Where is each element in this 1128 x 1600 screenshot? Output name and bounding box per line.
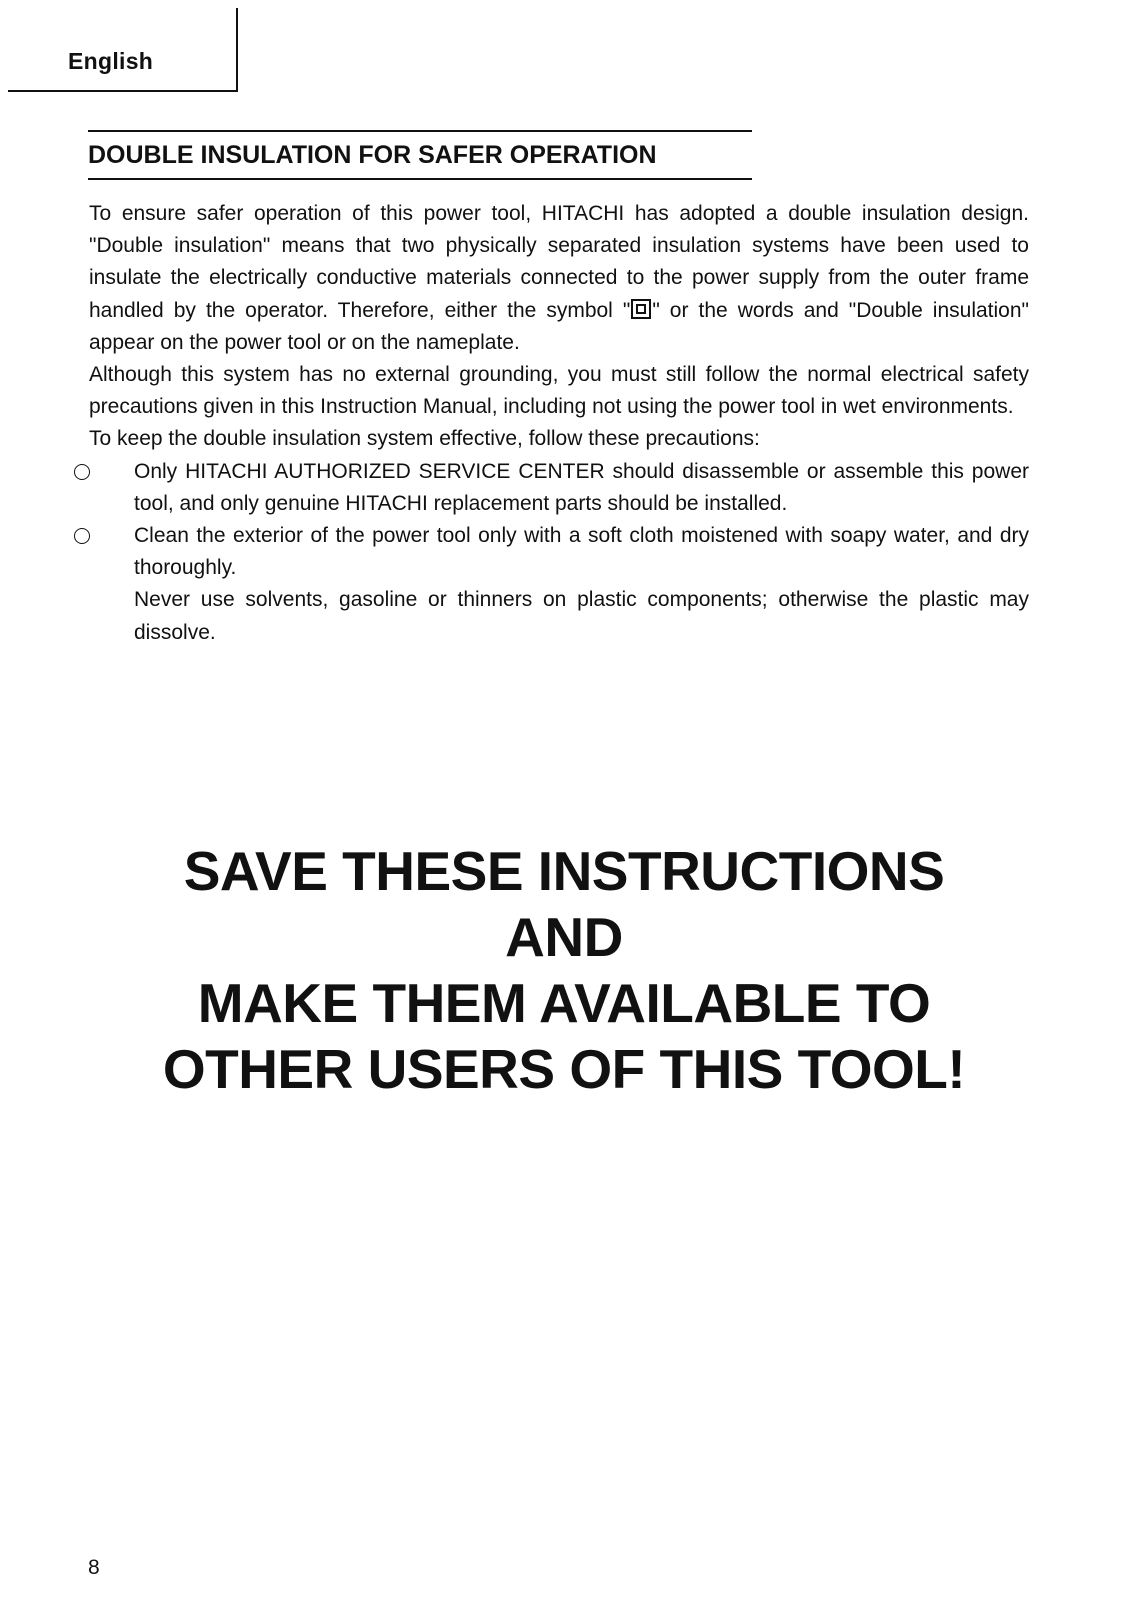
- double-insulation-symbol-icon: [631, 299, 651, 319]
- precaution-item: [89, 520, 1029, 649]
- section-heading: DOUBLE INSULATION FOR SAFER OPERATION: [88, 130, 752, 180]
- paragraph-intro-text-a: To ensure safer operation of this power tool, HITACHI has adopted a double insulation design. "Double insulation" means that two physically separated insulation systems have been used to insulate the electrically conductive materials connected to the power supply from the outer frame handled by the operator. Therefore, either the symbol ": [89, 202, 1029, 322]
- paragraph-intro-text-b: " or the words and "Double insulation" appear on the power tool or on the nameplate.: [89, 298, 1029, 354]
- notice-line: MAKE THEM AVAILABLE TO: [197, 972, 931, 1034]
- precaution-text-extra: Never use solvents, gasoline or thinners on plastic components; otherwise the plastic may dissolve.: [134, 588, 1029, 644]
- precaution-text: Only HITACHI AUTHORIZED SERVICE CENTER should disassemble or assemble this power tool, and only genuine HITACHI replacement parts should be installed.: [134, 459, 1029, 515]
- notice-line: SAVE THESE INSTRUCTIONS: [183, 840, 945, 902]
- section-body: [89, 198, 1029, 649]
- paragraph-precautions-intro: To keep the double insulation system effective, follow these precautions:: [89, 427, 760, 451]
- language-label: English: [68, 48, 154, 74]
- circle-bullet-icon: [74, 464, 90, 480]
- notice-line: OTHER USERS OF THIS TOOL!: [162, 1038, 966, 1100]
- circle-bullet-icon: [74, 528, 90, 544]
- page-number: 8: [88, 1556, 100, 1579]
- paragraph-grounding: Although this system has no external grounding, you must still follow the normal electrical safety precautions given in this Instruction Manual, including not using the power tool in wet environments.: [89, 363, 1029, 419]
- paragraph-intro: [89, 198, 1029, 359]
- language-tab: [8, 8, 238, 92]
- precaution-text: Clean the exterior of the power tool only with a soft cloth moistened with soapy water, and dry thoroughly.: [134, 524, 1029, 580]
- save-instructions-notice: [0, 838, 1128, 1102]
- precaution-item: [89, 456, 1029, 520]
- notice-line: AND: [505, 906, 623, 968]
